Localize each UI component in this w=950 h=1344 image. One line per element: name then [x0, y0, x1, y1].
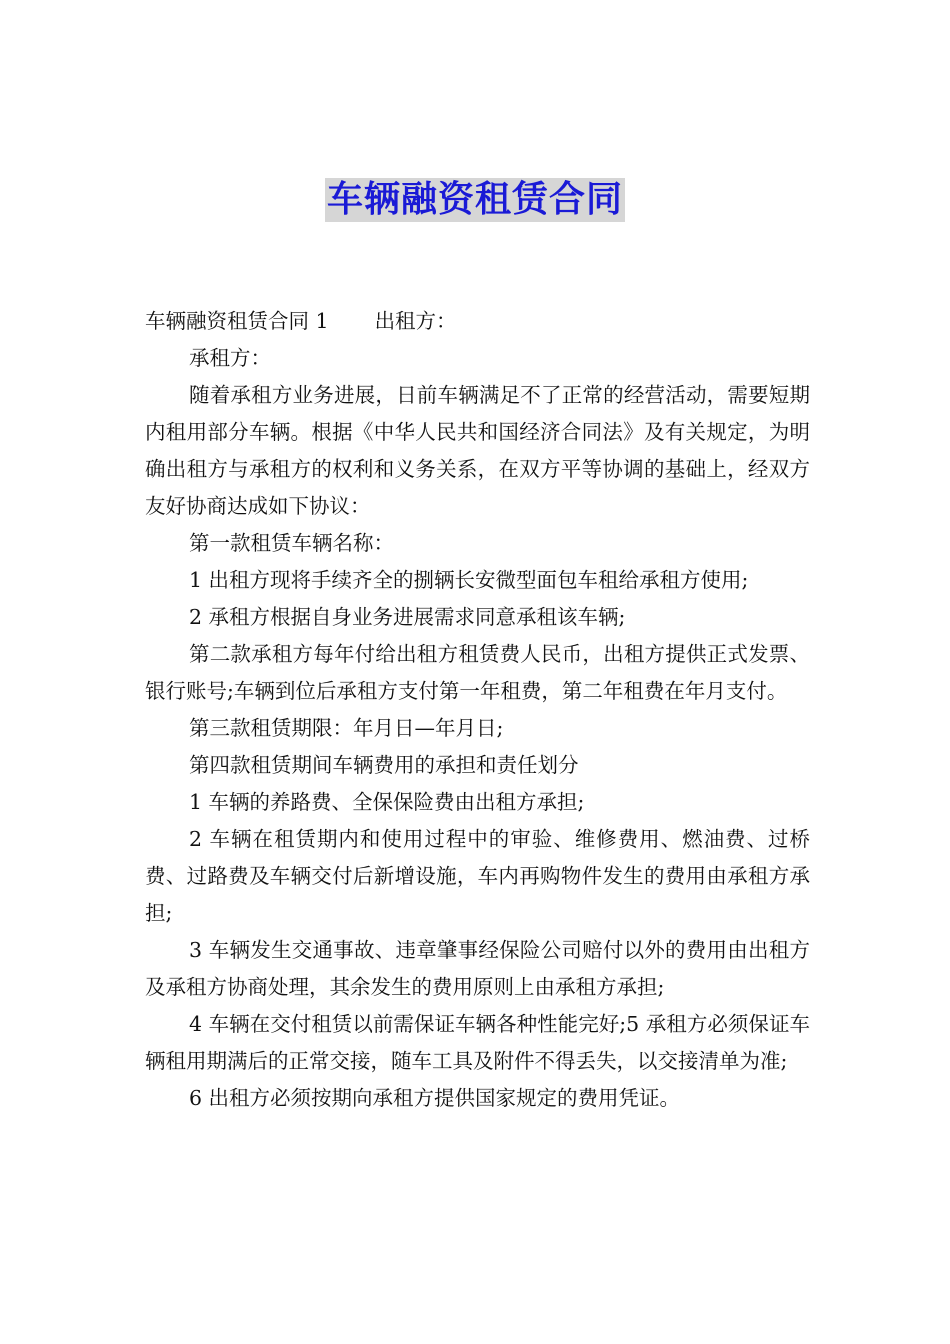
paragraph-clause-1-item-2: 2 承租方根据自身业务进展需求同意承租该车辆;	[189, 605, 626, 629]
lessor-label: 出租方：	[374, 309, 457, 333]
paragraph-preamble: 随着承租方业务进展，日前车辆满足不了正常的经营活动，需要短期内租用部分车辆。根据《中华人民共和国经济合同法》及有关规定，为明确出租方与承租方的权利和义务关系，在双方平等协调的基础上，经双方友好协商达成如下协议：	[145, 383, 810, 518]
contract-number-label: 车辆融资租赁合同 1	[145, 309, 329, 333]
paragraph-clause-4-item-4-5: 4 车辆在交付租赁以前需保证车辆各种性能完好;5 承租方必须保证车辆租用期满后的正常交接，随车工具及附件不得丢失，以交接清单为准;	[145, 1012, 810, 1073]
paragraph-clause-4-item-3: 3 车辆发生交通事故、违章肇事经保险公司赔付以外的费用由出租方及承租方协商处理，其余发生的费用原则上由承租方承担;	[145, 938, 810, 999]
paragraph-clause-1: 第一款租赁车辆名称：	[189, 531, 394, 555]
paragraph-clause-4-item-1: 1 车辆的养路费、全保保险费由出租方承担;	[189, 790, 585, 814]
paragraph-clause-3: 第三款租赁期限：年月日—年月日;	[189, 716, 504, 740]
paragraph-clause-1-item-1: 1 出租方现将手续齐全的捌辆长安微型面包车租给承租方使用;	[189, 568, 749, 592]
paragraph-clause-4-item-2: 2 车辆在租赁期内和使用过程中的审验、维修费用、燃油费、过桥费、过路费及车辆交付后新增设施，车内再购物件发生的费用由承租方承担;	[145, 827, 810, 925]
title-container	[0, 178, 950, 222]
paragraph-clause-4-item-6: 6 出租方必须按期向承租方提供国家规定的费用凭证。	[189, 1086, 681, 1110]
paragraph-lessee: 承租方：	[189, 346, 271, 370]
document-title: 车辆融资租赁合同	[326, 179, 623, 220]
document-body	[145, 303, 810, 1117]
paragraph-heading-line	[145, 303, 810, 340]
paragraph-clause-2: 第二款承租方每年付给出租方租赁费人民币，出租方提供正式发票、银行账号;车辆到位后承租方支付第一年租费，第二年租费在年月支付。	[145, 642, 810, 703]
paragraph-clause-4: 第四款租赁期间车辆费用的承担和责任划分	[189, 753, 579, 777]
